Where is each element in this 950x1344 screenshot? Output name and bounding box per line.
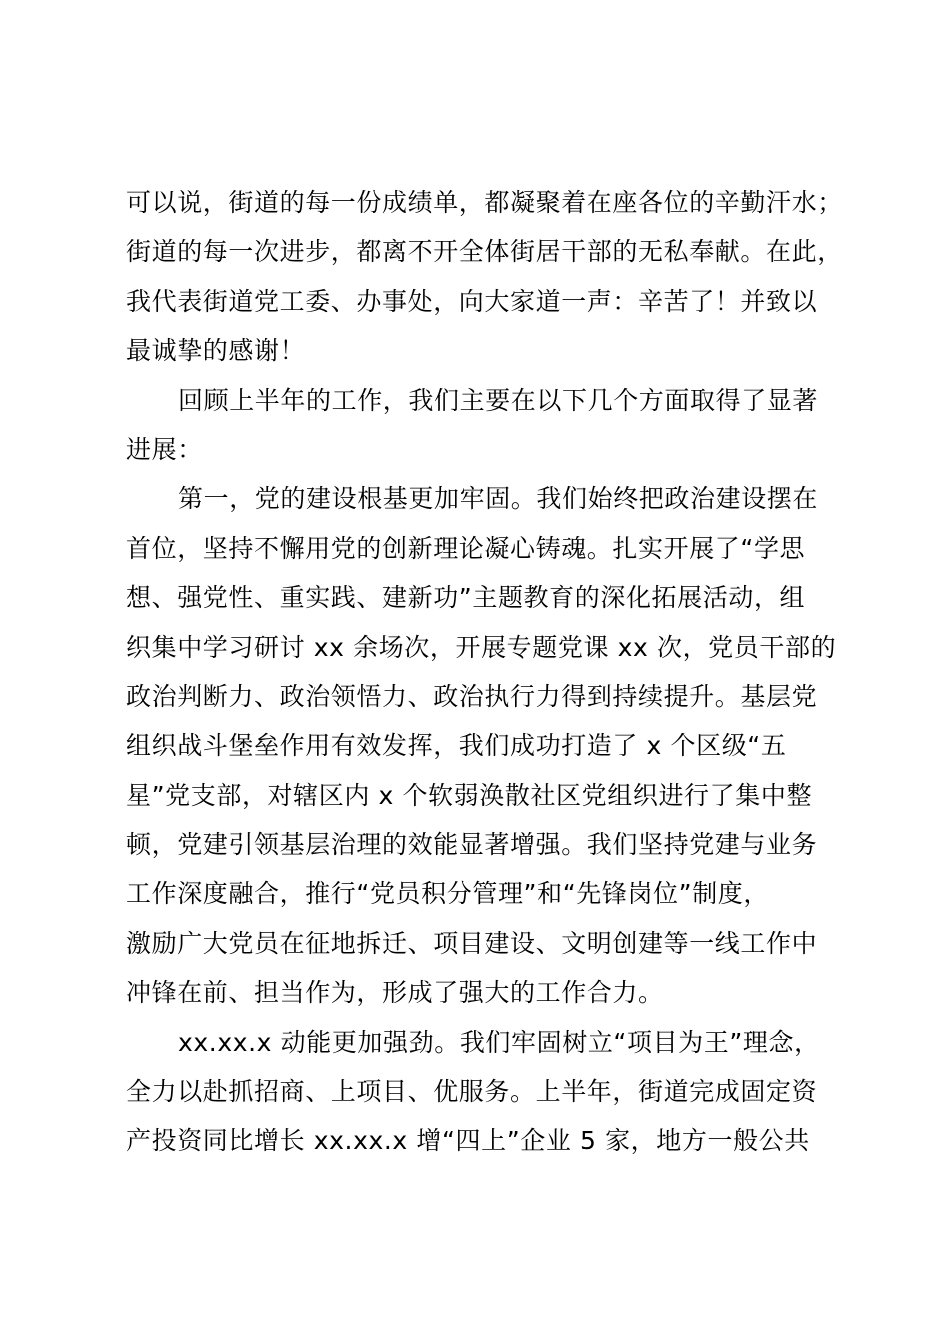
text-line: 工作深度融合，推行“党员积分管理”和“先锋岗位”制度，	[126, 879, 770, 909]
text-line: 回顾上半年的工作，我们主要在以下几个方面取得了显著	[178, 385, 819, 415]
text-line: 街道的每一次进步，都离不开全体街居干部的无私奉献。在此，	[126, 237, 843, 267]
text-line: 第一，党的建设根基更加牢固。我们始终把政治建设摆在	[178, 484, 819, 514]
text-line: xx.xx.x 动能更加强劲。我们牢固树立“项目为王”理念，	[178, 1027, 820, 1057]
text-line: 织集中学习研讨 xx 余场次，开展专题党课 xx 次，党员干部的	[126, 632, 837, 662]
text-line: 可以说，街道的每一份成绩单，都凝聚着在座各位的辛勤汗水；	[126, 188, 843, 217]
text-line: 政治判断力、政治领悟力、政治执行力得到持续提升。基层党	[126, 681, 818, 711]
text-line: 全力以赴抓招商、上项目、优服务。上半年，街道完成固定资	[126, 1077, 818, 1107]
text-line: 我代表街道党工委、办事处，向大家道一声：辛苦了！并致以	[126, 286, 818, 316]
paragraph-review	[126, 376, 842, 475]
text-line: 想、强党性、重实践、建新功”主题教育的深化拓展活动，组	[126, 583, 806, 613]
text-line: 星”党支部，对辖区内 x 个软弱涣散社区党组织进行了集中整	[126, 780, 813, 810]
text-line: 产投资同比增长 xx.xx.x 增“四上”企业 5 家，地方一般公共	[126, 1126, 810, 1156]
paragraph-thanks	[126, 178, 842, 376]
text-line: 最诚挚的感谢！	[126, 336, 306, 366]
text-line: 顿，党建引领基层治理的效能显著增强。我们坚持党建与业务	[126, 830, 818, 860]
text-line: 进展：	[126, 434, 203, 464]
paragraph-momentum	[126, 1018, 842, 1166]
document-body	[126, 178, 842, 1166]
paragraph-party-building	[126, 474, 842, 1017]
text-line: 冲锋在前、担当作为，形成了强大的工作合力。	[126, 978, 664, 1008]
text-line: 首位，坚持不懈用党的创新理论凝心铸魂。扎实开展了“学思	[126, 533, 806, 563]
text-line: 组织战斗堡垒作用有效发挥，我们成功打造了 x 个区级“五	[126, 731, 787, 761]
text-line: 激励广大党员在征地拆迁、项目建设、文明创建等一线工作中	[126, 928, 818, 958]
